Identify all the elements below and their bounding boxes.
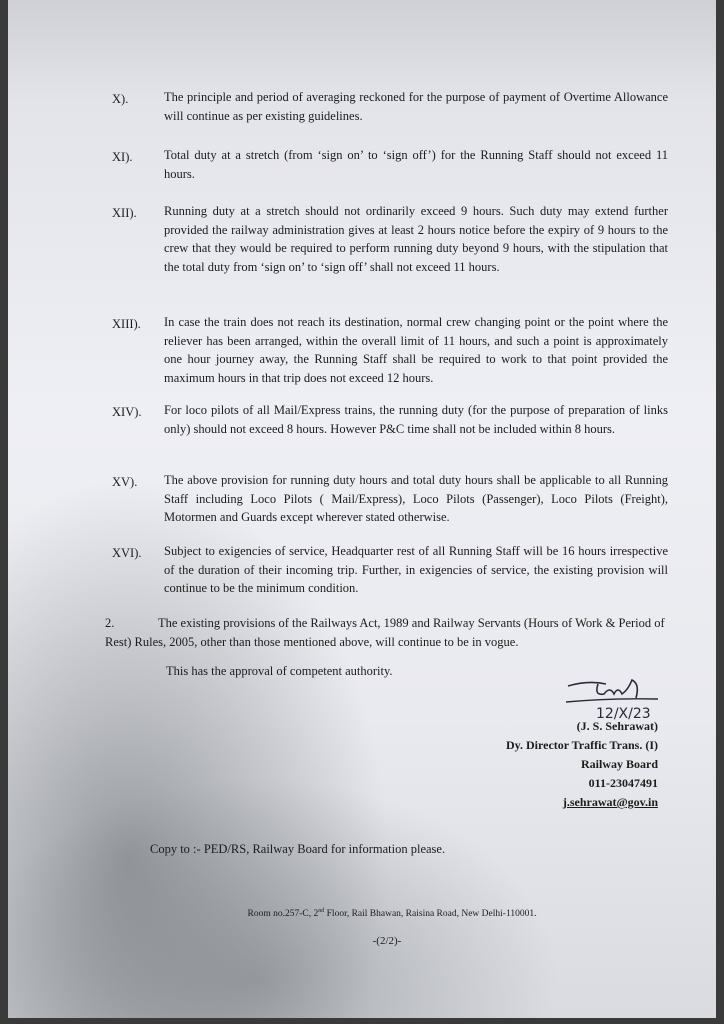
clause-number: XI). (112, 150, 133, 164)
clause-text: Running duty at a stretch should not ordinarily exceed 9 hours. Such duty may extend further provided the railway administration gives at least 2 hours notice before the expiry of 9 hours to the crew that they would be required to perform running duty beyond 9 hours, with the stipulation that the total duty from ‘sign on’ to ‘sign off’ shall not exceed 11 hours. (164, 204, 668, 274)
signatory-name: (J. S. Sehrawat) (576, 719, 658, 733)
clause-text: For loco pilots of all Mail/Express trains, the running duty (for the purpose of preparation of links only) should not exceed 8 hours. However P&C time shall not be included within 8 hours. (164, 403, 668, 436)
address-sup: nd (318, 908, 325, 914)
clause-number: XV). (112, 475, 138, 489)
address-suffix: Floor, Rail Bhawan, Raisina Road, New Delhi-110001. (324, 909, 537, 920)
signatory-phone: 011-23047491 (588, 776, 658, 790)
clause-text: The above provision for running duty hours and total duty hours shall be applicable to all Running Staff including Loco Pilots ( Mail/Express), Loco Pilots (Passenger), Loco Pilots (Freight), Motormen and Guards except wherever stated otherwise. (164, 473, 668, 524)
paragraph-2 (105, 614, 668, 651)
signatory-email[interactable]: j.sehrawat@gov.in (562, 795, 658, 809)
signature-block (506, 717, 658, 812)
paragraph-number: 2. (105, 616, 115, 630)
handwritten-signature (548, 672, 698, 722)
signatory-organization: Railway Board (580, 757, 658, 771)
clause-text: Subject to exigencies of service, Headquarter rest of all Running Staff will be 16 hours irrespective of the duration of their incoming trip. Further, in exigencies of service, the existing provision will continue to be the minimum condition. (164, 544, 668, 595)
clause-number: XIII). (112, 317, 141, 331)
document-page (8, 0, 716, 1018)
address-prefix: Room no.257-C, 2 (247, 909, 319, 920)
clause-number: XVI). (112, 546, 142, 560)
clause-text: Total duty at a stretch (from ‘sign on’ to ‘sign off’) for the Running Staff should not exceed 11 hours. (164, 148, 668, 181)
handwritten-date: 12/X/23 (596, 706, 651, 722)
office-address (8, 908, 716, 919)
copy-to: Copy to :- PED/RS, Railway Board for information please. (150, 842, 446, 856)
clause-number: X). (112, 92, 129, 106)
approval-note: This has the approval of competent authority. (166, 664, 393, 678)
clause-text: In case the train does not reach its destination, normal crew changing point or the point where the reliever has been arranged, within the overall limit of 11 hours, and such a point is approximately one hour journey away, the Running Staff shall be required to work to that point provided the maximum hours in that trip does not exceed 12 hours. (164, 315, 668, 385)
clause-number: XII). (112, 206, 137, 220)
clause-number: XIV). (112, 405, 142, 419)
signatory-designation: Dy. Director Traffic Trans. (I) (506, 738, 658, 752)
page-number: -(2/2)- (372, 935, 402, 947)
clause-text: The principle and period of averaging reckoned for the purpose of payment of Overtime Allowance will continue as per existing guidelines. (164, 90, 668, 123)
paragraph-text: The existing provisions of the Railways Act, 1989 and Railway Servants (Hours of Work & Period of Rest) Rules, 2005, other than those mentioned above, will continue to be in vogue. (105, 616, 665, 649)
